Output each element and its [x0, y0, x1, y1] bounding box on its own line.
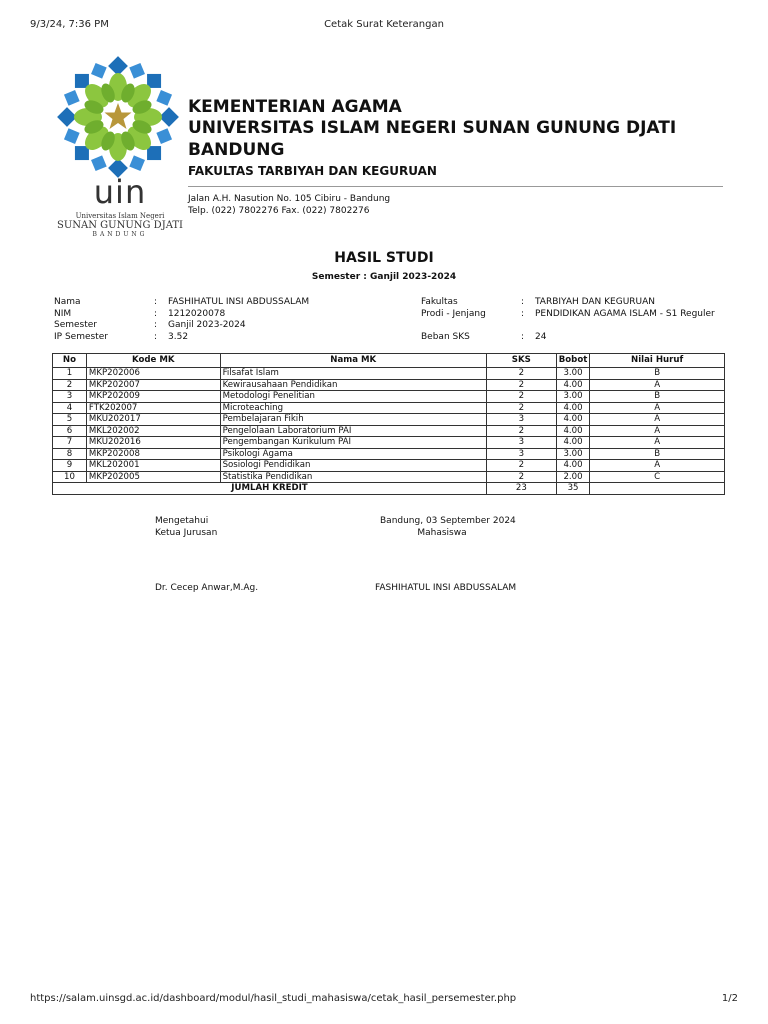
info-colon: : — [154, 331, 158, 342]
cell-course-code: MKP202005 — [86, 471, 220, 483]
info-value: 3.52 — [168, 331, 189, 342]
cell-bobot: 4.00 — [556, 402, 590, 414]
info-label: Beban SKS — [421, 331, 470, 342]
faculty-name: FAKULTAS TARBIYAH DAN KEGURUAN — [188, 164, 437, 178]
cell-course-code: FTK202007 — [86, 402, 220, 414]
table-row — [53, 425, 725, 437]
table-row — [53, 368, 725, 380]
info-value: 1212020078 — [168, 308, 226, 319]
cell-grade: B — [590, 448, 725, 460]
print-page-number: 1/2 — [721, 993, 738, 1004]
info-row — [421, 332, 715, 344]
info-label: Semester — [54, 320, 98, 330]
cell-course-code: MKU202017 — [86, 414, 220, 426]
cell-sks: 2 — [486, 425, 556, 437]
document-title: HASIL STUDI — [334, 250, 434, 266]
cell-course-name: Filsafat Islam — [220, 368, 486, 380]
cell-grade: B — [590, 368, 725, 380]
address-block — [188, 193, 390, 217]
logo-caption-line1: Universitas Islam Negeri — [75, 212, 165, 220]
info-colon: : — [521, 308, 525, 319]
cell-bobot: 4.00 — [556, 460, 590, 472]
info-value: Ganjil 2023-2024 — [168, 320, 246, 330]
cell-grade: C — [590, 471, 725, 483]
address-line: Jalan A.H. Nasution No. 105 Cibiru - Bandung — [188, 194, 391, 204]
info-label: Fakultas — [421, 297, 458, 307]
cell-bobot: 2.00 — [556, 471, 590, 483]
info-colon: : — [521, 331, 525, 342]
student-signature-name: FASHIHATUL INSI ABDUSSALAM — [375, 583, 517, 593]
cell-course-code: MKL202001 — [86, 460, 220, 472]
info-row — [421, 297, 715, 309]
signature-date: Bandung, 03 September 2024 — [380, 516, 516, 526]
department-head-name: Dr. Cecep Anwar,M.Ag. — [155, 583, 259, 593]
print-datetime: 9/3/24, 7:36 PM — [30, 19, 109, 30]
cell-no: 7 — [53, 437, 87, 449]
info-value: PENDIDIKAN AGAMA ISLAM - S1 Reguler — [535, 308, 715, 319]
table-row — [53, 460, 725, 472]
cell-course-name: Psikologi Agama — [220, 448, 486, 460]
info-row — [54, 297, 309, 309]
logo-wordmark: uin — [93, 173, 147, 211]
total-empty-cell — [590, 483, 725, 495]
info-row — [54, 332, 309, 344]
cell-no: 6 — [53, 425, 87, 437]
table-row — [53, 402, 725, 414]
cell-course-name: Kewirausahaan Pendidikan — [220, 379, 486, 391]
cell-bobot: 4.00 — [556, 414, 590, 426]
cell-sks: 3 — [486, 437, 556, 449]
ministry-name: KEMENTERIAN AGAMA — [188, 97, 402, 117]
cell-course-name: Statistika Pendidikan — [220, 471, 486, 483]
cell-no: 4 — [53, 402, 87, 414]
logo-caption-line3: BANDUNG — [92, 231, 148, 238]
info-row — [421, 309, 715, 321]
cell-no: 3 — [53, 391, 87, 403]
signature-right — [380, 515, 516, 539]
column-header: SKS — [486, 354, 556, 368]
table-row — [53, 448, 725, 460]
table-header-row — [53, 354, 725, 368]
document-subtitle: Semester : Ganjil 2023-2024 — [311, 272, 457, 282]
cell-course-code: MKU202016 — [86, 437, 220, 449]
total-row — [53, 483, 725, 495]
cell-no: 1 — [53, 368, 87, 380]
cell-grade: A — [590, 379, 725, 391]
cell-grade: A — [590, 402, 725, 414]
cell-sks: 2 — [486, 460, 556, 472]
logo-caption-line2: SUNAN GUNUNG DJATI — [56, 220, 183, 231]
info-label: Prodi - Jenjang — [421, 308, 486, 319]
column-header: Nilai Huruf — [590, 354, 725, 368]
cell-course-name: Microteaching — [220, 402, 486, 414]
total-label: JUMLAH KREDIT — [53, 483, 487, 495]
cell-course-name: Pengelolaan Laboratorium PAI — [220, 425, 486, 437]
acknowledged-label: Mengetahui — [155, 516, 209, 526]
cell-grade: A — [590, 425, 725, 437]
cell-grade: A — [590, 414, 725, 426]
info-label: NIM — [54, 308, 72, 319]
cell-bobot: 3.00 — [556, 448, 590, 460]
cell-course-name: Pengembangan Kurikulum PAI — [220, 437, 486, 449]
table-row — [53, 379, 725, 391]
cell-bobot: 4.00 — [556, 425, 590, 437]
cell-no: 8 — [53, 448, 87, 460]
cell-grade: A — [590, 437, 725, 449]
total-bobot: 35 — [556, 483, 590, 495]
table-row — [53, 391, 725, 403]
column-header: Bobot — [556, 354, 590, 368]
cell-course-name: Metodologi Penelitian — [220, 391, 486, 403]
info-colon: : — [154, 320, 158, 330]
university-logo — [52, 55, 188, 240]
cell-sks: 2 — [486, 402, 556, 414]
university-name: UNIVERSITAS ISLAM NEGERI SUNAN GUNUNG DJATI — [188, 118, 677, 138]
student-info-left — [54, 297, 309, 343]
cell-bobot: 4.00 — [556, 437, 590, 449]
table-row — [53, 471, 725, 483]
info-row — [54, 309, 309, 321]
cell-course-code: MKP202006 — [86, 368, 220, 380]
info-label: Nama — [54, 297, 81, 307]
cell-course-code: MKP202008 — [86, 448, 220, 460]
cell-grade: B — [590, 391, 725, 403]
total-sks: 23 — [486, 483, 556, 495]
cell-course-code: MKP202009 — [86, 391, 220, 403]
cell-sks: 2 — [486, 368, 556, 380]
info-colon: : — [154, 297, 158, 307]
info-row — [54, 320, 309, 332]
column-header: Nama MK — [220, 354, 486, 368]
info-row — [421, 320, 715, 332]
cell-course-code: MKL202002 — [86, 425, 220, 437]
cell-course-code: MKP202007 — [86, 379, 220, 391]
letterhead-divider — [188, 186, 723, 187]
cell-course-name: Pembelajaran Fikih — [220, 414, 486, 426]
column-header: No — [53, 354, 87, 368]
student-info-right — [421, 297, 715, 343]
table-row — [53, 414, 725, 426]
cell-sks: 3 — [486, 414, 556, 426]
cell-sks: 2 — [486, 391, 556, 403]
info-colon: : — [154, 308, 158, 319]
column-header: Kode MK — [86, 354, 220, 368]
info-label: IP Semester — [54, 331, 108, 342]
print-page-title: Cetak Surat Keterangan — [324, 19, 444, 30]
cell-bobot: 3.00 — [556, 391, 590, 403]
cell-no: 5 — [53, 414, 87, 426]
cell-sks: 3 — [486, 448, 556, 460]
info-value: 24 — [535, 331, 547, 342]
cell-grade: A — [590, 460, 725, 472]
info-value: TARBIYAH DAN KEGURUAN — [535, 297, 656, 307]
table-row — [53, 437, 725, 449]
student-label: Mahasiswa — [417, 528, 467, 538]
department-head-label: Ketua Jurusan — [155, 528, 218, 538]
print-url: https://salam.uinsgd.ac.id/dashboard/modul/hasil_studi_mahasiswa/cetak_hasil_persemester.php — [30, 993, 517, 1004]
cell-no: 9 — [53, 460, 87, 472]
phone-line: Telp. (022) 7802276 Fax. (022) 7802276 — [188, 206, 370, 216]
cell-no: 10 — [53, 471, 87, 483]
university-city: BANDUNG — [188, 140, 285, 160]
grades-table — [52, 353, 725, 495]
cell-bobot: 4.00 — [556, 379, 590, 391]
info-value: FASHIHATUL INSI ABDUSSALAM — [168, 297, 310, 307]
cell-course-name: Sosiologi Pendidikan — [220, 460, 486, 472]
info-colon: : — [521, 297, 525, 307]
signature-left — [155, 515, 217, 539]
cell-no: 2 — [53, 379, 87, 391]
cell-sks: 2 — [486, 379, 556, 391]
cell-bobot: 3.00 — [556, 368, 590, 380]
cell-sks: 2 — [486, 471, 556, 483]
